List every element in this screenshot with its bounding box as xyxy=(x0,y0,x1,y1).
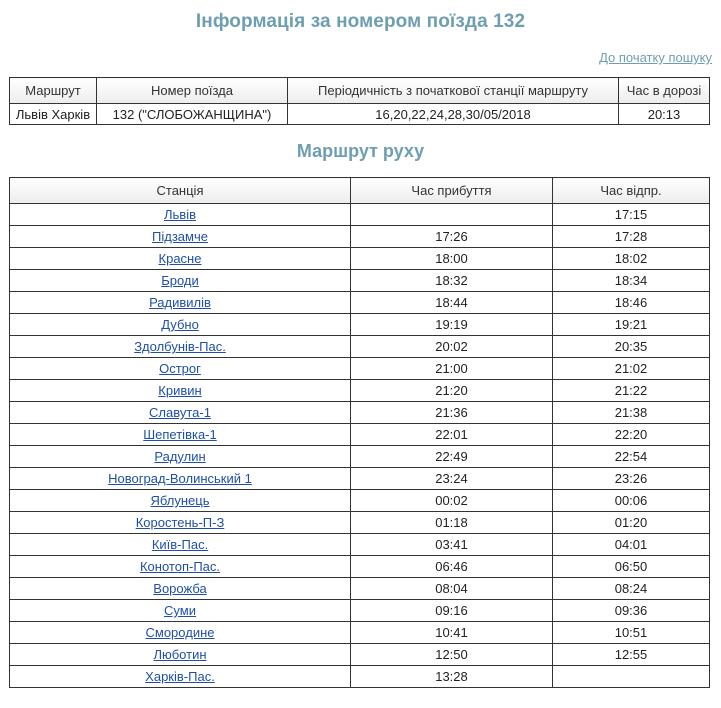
departure-cell xyxy=(553,666,710,688)
table-row xyxy=(10,622,710,644)
station-cell xyxy=(10,622,351,644)
departure-cell: 18:02 xyxy=(553,248,710,270)
station-link[interactable]: Яблунець xyxy=(150,493,210,508)
arrival-cell: 21:00 xyxy=(351,358,553,380)
table-row xyxy=(10,270,710,292)
train-info-row xyxy=(10,104,710,125)
departure-cell: 01:20 xyxy=(553,512,710,534)
station-link[interactable]: Кривин xyxy=(158,383,202,398)
table-row xyxy=(10,358,710,380)
table-row xyxy=(10,380,710,402)
station-cell xyxy=(10,248,351,270)
station-link[interactable]: Харків-Пас. xyxy=(145,669,215,684)
table-row xyxy=(10,468,710,490)
departure-cell: 04:01 xyxy=(553,534,710,556)
station-link[interactable]: Коростень-П-З xyxy=(135,515,225,530)
station-link[interactable]: Острог xyxy=(159,361,201,376)
periodicity-cell: 16,20,22,24,28,30/05/2018 xyxy=(288,104,619,125)
table-row xyxy=(10,204,710,226)
departure-cell: 00:06 xyxy=(553,490,710,512)
page-title: Інформація за номером поїзда 132 xyxy=(195,11,526,32)
station-link[interactable]: Красне xyxy=(158,251,202,266)
route-table-body xyxy=(10,204,710,688)
station-link[interactable]: Львів xyxy=(163,207,196,222)
table-row xyxy=(10,556,710,578)
table-row xyxy=(10,336,710,358)
departure-cell: 08:24 xyxy=(553,578,710,600)
arrival-cell: 18:44 xyxy=(351,292,553,314)
table-row xyxy=(10,512,710,534)
train-info-header-row xyxy=(10,78,710,104)
table-row xyxy=(10,292,710,314)
route-cell: Львів Харків xyxy=(10,104,97,125)
station-cell xyxy=(10,666,351,688)
route-section-title: Маршрут руху xyxy=(296,141,425,161)
arrival-cell: 09:16 xyxy=(351,600,553,622)
station-cell xyxy=(10,336,351,358)
train-number-cell: 132 ("СЛОБОЖАНЩИНА") xyxy=(97,104,288,125)
station-cell xyxy=(10,490,351,512)
departure-cell: 12:55 xyxy=(553,644,710,666)
station-link[interactable]: Радивилів xyxy=(149,295,211,310)
station-cell xyxy=(10,644,351,666)
station-link[interactable]: Київ-Пас. xyxy=(151,537,209,552)
station-cell xyxy=(10,534,351,556)
arrival-cell: 08:04 xyxy=(351,578,553,600)
departure-cell: 20:35 xyxy=(553,336,710,358)
departure-cell: 18:34 xyxy=(553,270,710,292)
station-header: Станція xyxy=(10,178,351,204)
departure-cell: 21:02 xyxy=(553,358,710,380)
departure-cell: 06:50 xyxy=(553,556,710,578)
station-link[interactable]: Шепетівка-1 xyxy=(143,427,217,442)
station-cell xyxy=(10,468,351,490)
station-cell xyxy=(10,226,351,248)
arrival-cell: 23:24 xyxy=(351,468,553,490)
arrival-cell: 13:28 xyxy=(351,666,553,688)
departure-cell: 22:20 xyxy=(553,424,710,446)
table-row xyxy=(10,226,710,248)
station-link[interactable]: Радулин xyxy=(154,449,206,464)
station-link[interactable]: Суми xyxy=(164,603,196,618)
station-link[interactable]: Люботин xyxy=(153,647,207,662)
station-link[interactable]: Броди xyxy=(161,273,199,288)
arrival-cell: 22:49 xyxy=(351,446,553,468)
departure-cell: 17:15 xyxy=(553,204,710,226)
station-link[interactable]: Здолбунів-Пас. xyxy=(134,339,226,354)
table-row xyxy=(10,534,710,556)
table-row xyxy=(10,578,710,600)
arrival-cell: 01:18 xyxy=(351,512,553,534)
station-cell xyxy=(10,402,351,424)
table-row xyxy=(10,666,710,688)
station-cell xyxy=(10,600,351,622)
station-cell xyxy=(10,270,351,292)
table-row xyxy=(10,424,710,446)
route-header: Маршрут xyxy=(10,78,97,104)
station-link[interactable]: Ворожба xyxy=(153,581,207,596)
departure-cell: 10:51 xyxy=(553,622,710,644)
arrival-cell: 21:20 xyxy=(351,380,553,402)
arrival-cell: 03:41 xyxy=(351,534,553,556)
station-cell xyxy=(10,380,351,402)
station-link[interactable]: Підзамче xyxy=(152,229,208,244)
departure-cell: 17:28 xyxy=(553,226,710,248)
table-row xyxy=(10,490,710,512)
station-link[interactable]: Дубно xyxy=(161,317,199,332)
station-link[interactable]: Новоград-Волинський 1 xyxy=(108,471,252,486)
departure-cell: 21:22 xyxy=(553,380,710,402)
station-cell xyxy=(10,292,351,314)
departure-cell: 23:26 xyxy=(553,468,710,490)
station-link[interactable]: Смородине xyxy=(145,625,215,640)
departure-cell: 09:36 xyxy=(553,600,710,622)
arrival-cell: 18:00 xyxy=(351,248,553,270)
station-cell xyxy=(10,556,351,578)
station-cell xyxy=(10,424,351,446)
arrival-cell: 10:41 xyxy=(351,622,553,644)
departure-cell: 18:46 xyxy=(553,292,710,314)
arrival-cell: 22:01 xyxy=(351,424,553,446)
departure-cell: 21:38 xyxy=(553,402,710,424)
travel-time-cell: 20:13 xyxy=(619,104,710,125)
arrival-cell: 12:50 xyxy=(351,644,553,666)
table-row xyxy=(10,248,710,270)
arrival-header: Час прибуття xyxy=(351,178,553,204)
arrival-cell: 00:02 xyxy=(351,490,553,512)
station-link[interactable]: Конотоп-Пас. xyxy=(139,559,221,574)
table-row xyxy=(10,644,710,666)
departure-cell: 22:54 xyxy=(553,446,710,468)
arrival-cell xyxy=(351,204,553,226)
arrival-cell: 19:19 xyxy=(351,314,553,336)
station-cell xyxy=(10,512,351,534)
table-row xyxy=(10,600,710,622)
table-row xyxy=(10,314,710,336)
table-row xyxy=(10,446,710,468)
departure-cell: 19:21 xyxy=(553,314,710,336)
station-cell xyxy=(10,204,351,226)
train-number-header: Номер поїзда xyxy=(97,78,288,104)
station-link[interactable]: Славута-1 xyxy=(149,405,211,420)
station-cell xyxy=(10,314,351,336)
arrival-cell: 18:32 xyxy=(351,270,553,292)
table-row xyxy=(10,402,710,424)
arrival-cell: 17:26 xyxy=(351,226,553,248)
back-to-search-link[interactable]: До початку пошуку xyxy=(599,50,712,65)
travel-time-header: Час в дорозі xyxy=(619,78,710,104)
arrival-cell: 21:36 xyxy=(351,402,553,424)
station-cell xyxy=(10,358,351,380)
train-info-table xyxy=(9,77,710,125)
periodicity-header: Періодичність з початкової станції маршруту xyxy=(288,78,619,104)
station-cell xyxy=(10,578,351,600)
arrival-cell: 06:46 xyxy=(351,556,553,578)
arrival-cell: 20:02 xyxy=(351,336,553,358)
departure-header: Час відпр. xyxy=(553,178,710,204)
route-header-row xyxy=(10,178,710,204)
station-cell xyxy=(10,446,351,468)
route-table xyxy=(9,177,710,688)
